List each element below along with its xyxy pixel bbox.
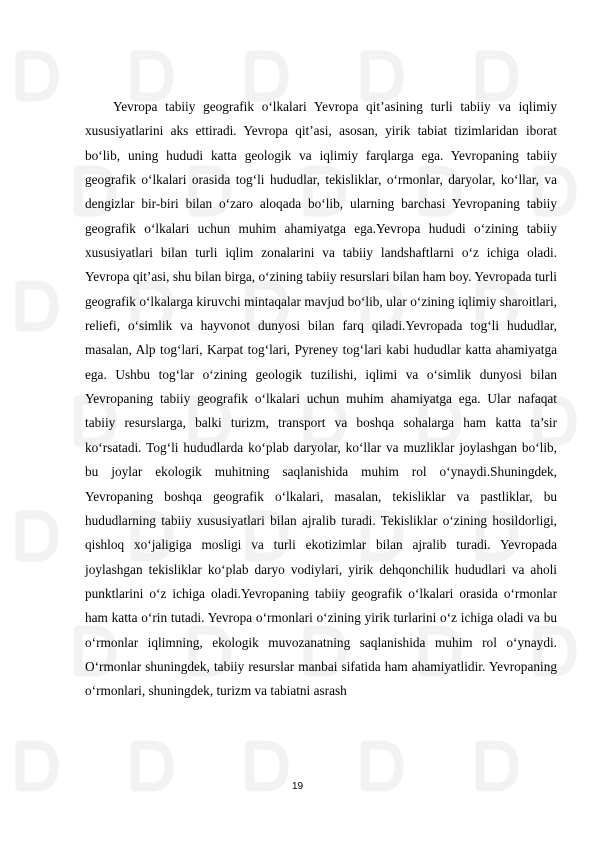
document-body xyxy=(85,95,557,704)
watermark-glyph xyxy=(480,55,514,97)
page-number: 19 xyxy=(291,781,304,792)
watermark-glyph xyxy=(365,55,399,97)
watermark-glyph xyxy=(20,515,54,557)
body-paragraph: Yevropa tabiiy geografik o‘lkalari Yevropa qit’asining turli tabiiy va iqlimiy xususiyatlarini aks ettiradi. Yevropa qit’asi, asosan, yirik tabiat tizimlaridan iborat bo‘lib, uning hududi katta geologik va iqlimiy farqlarga ega. Yevropaning tabiiy geografik o‘lkalari orasida tog‘li hududlar, tekisliklar, o‘rmonlar, daryolar, ko‘llar, va dengizlar bir-biri bilan o‘zaro aloqada bo‘lib, ularning barchasi Yevropaning tabiiy geografik o‘lkalari uchun muhim ahamiyatga ega.Yevropa hududi o‘zining tabiiy xususiyatlari bilan turli iqlim zonalarini va tabiiy landshaftlarni o‘z ichiga oladi. Yevropa qit’asi, shu bilan birga, o‘zining tabiiy resurslari bilan ham boy. Yevropada turli geografik o‘lkalarga kiruvchi mintaqalar mavjud bo‘lib, ular o‘zining iqlimiy sharoitlari, reliefi, o‘simlik va hayvonot dunyosi bilan farq qiladi.Yevropada tog‘li hududlar, masalan, Alp tog‘lari, Karpat tog‘lari, Pyreney tog‘lari kabi hududlar katta ahamiyatga ega. Ushbu tog‘lar o‘zining geologik tuzilishi, iqlimi va o‘simlik dunyosi bilan Yevropaning tabiiy geografik o‘lkalari uchun muhim ahamiyatga ega. Ular nafaqat tabiiy resurslarga, balki turizm, transport va boshqa sohalarga ham katta ta’sir ko‘rsatadi. Tog‘li hududlarda ko‘plab daryolar, ko‘llar va muzliklar joylashgan bo‘lib, bu joylar ekologik muhitning saqlanishida muhim rol o‘ynaydi.Shuningdek, Yevropaning boshqa geografik o‘lkalari, masalan, tekisliklar va pastliklar, bu hududlarning tabiiy xususiyatlari bilan ajralib turadi. Tekisliklar o‘zining hosildorligi, qishloq xo‘jaligiga mosligi va turli ekotizimlar bilan ajralib turadi. Yevropada joylashgan tekisliklar ko‘plab daryo vodiylari, yirik dehqonchilik hududlari va aholi punktlarini o‘z ichiga oladi.Yevropaning tabiiy geografik o‘lkalari orasida o‘rmonlar ham katta o‘rin tutadi. Yevropa o‘rmonlari o‘zining yirik turlarini o‘z ichiga oladi va bu o‘rmonlar iqlimning, ekologik muvozanatning saqlanishida muhim rol o‘ynaydi. O‘rmonlar shuningdek, tabiiy resurslar manbai sifatida ham ahamiyatlidir. Yevropaning o‘rmonlari, shuningdek, turizm va tabiatni asrash xyxy=(85,99,557,699)
watermark-glyph xyxy=(250,55,284,97)
watermark-glyph xyxy=(135,55,169,97)
watermark-glyph xyxy=(20,285,54,327)
watermark-glyph xyxy=(20,55,54,97)
